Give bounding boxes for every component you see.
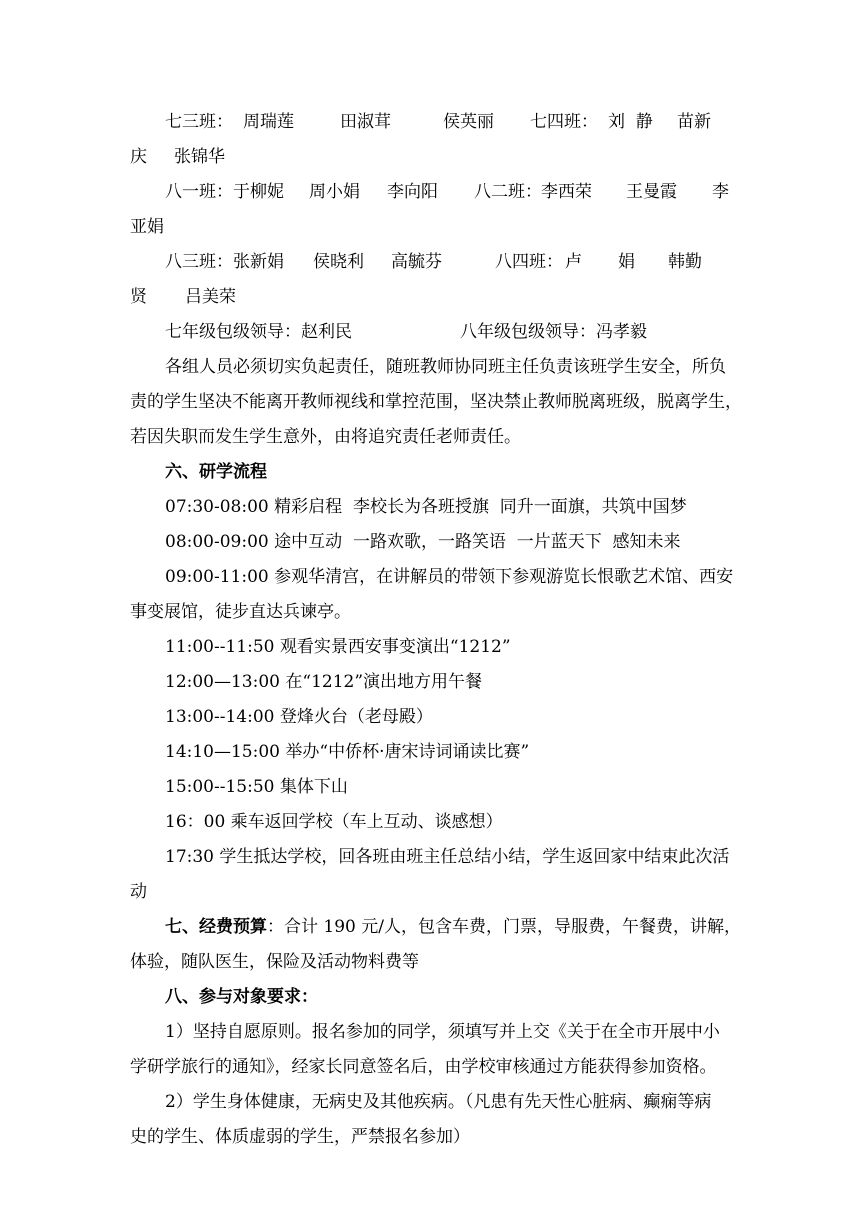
schedule-text: 09:00-11:00 参观华清宫，在讲解员的带领下参观游览长恨歌艺术馆、西安 [165,567,734,587]
responsibility-text: 各组人员必须切实负起责任，随班教师协同班主任负责该班学生安全，所负 [165,357,726,377]
grade-leaders-line [0,320,860,344]
schedule-text: 14:10—15:00 举办“中侨杯·唐宋诗词诵读比赛” [165,742,530,762]
student-name: 李 [712,182,729,202]
student-name: 王曼霞 [626,182,677,202]
budget-line [0,915,860,939]
schedule-item [0,600,860,624]
student-name: 张锦华 [174,147,225,167]
requirement-line [0,1125,860,1149]
requirement-line [0,1020,860,1044]
budget-heading-group [165,915,741,939]
section-heading [0,985,860,1009]
paragraph-line [0,355,860,379]
class-label: 八一班： [165,182,233,202]
student-name: 苗新 [677,112,711,132]
grade7-leader: 七年级包级领导：赵利民 [165,322,352,342]
student-name: 刘 静 [608,112,653,132]
paragraph-line [0,390,860,414]
student-name: 吕美荣 [185,287,236,307]
section6-heading: 六、研学流程 [165,462,267,482]
requirement-text: 学研学旅行的通知》，经家长同意签名后，由学校审核通过方能获得参加资格。 [130,1057,717,1077]
student-name: 张新娟 [233,252,284,272]
class-label: 七三班： [165,112,233,132]
student-name: 周小娟 [309,182,360,202]
budget-text: 体验，随队医生，保险及活动物料费等 [130,952,419,972]
schedule-text: 17:30 学生抵达学校，回各班由班主任总结小结，学生返回家中结束此次活 [165,847,730,867]
student-name: 李向阳 [387,182,438,202]
class-roster-line [0,215,860,239]
class-label: 七四班： [530,112,598,132]
student-name: 侯英丽 [443,112,494,132]
schedule-item [0,740,860,764]
student-name: 侯晓利 [313,252,364,272]
student-name: 贤 [130,287,147,307]
schedule-text: 事变展馆，徒步直达兵谏亭。 [130,602,351,622]
grade8-leader: 八年级包级领导：冯孝毅 [460,322,647,342]
schedule-text: 08:00-09:00 途中互动 一路欢歌，一路笑语 一片蓝天下 感知未来 [165,532,681,552]
schedule-item [0,565,860,589]
responsibility-text: 责的学生坚决不能离开教师视线和掌控范围，坚决禁止教师脱离班级，脱离学生， [130,392,742,412]
student-name: 卢 [565,252,582,272]
requirement-text: 史的学生、体质虚弱的学生，严禁报名参加） [130,1127,470,1147]
schedule-item [0,880,860,904]
schedule-text: 16：00 乘车返回学校（车上互动、谈感想） [165,812,503,832]
schedule-item [0,495,860,519]
student-name: 庆 [130,147,147,167]
student-name: 亚娟 [130,217,164,237]
requirement-line [0,1055,860,1079]
schedule-item [0,810,860,834]
paragraph-line [0,425,860,449]
schedule-text: 11:00--11:50 观看实景西安事变演出“1212” [165,637,511,657]
student-name: 周瑞莲 [243,112,294,132]
class-roster-line [0,285,860,309]
student-name: 韩勤 [668,252,702,272]
schedule-text: 15:00--15:50 集体下山 [165,777,348,797]
student-name: 李西荣 [541,182,592,202]
class-label: 八四班： [495,252,563,272]
budget-text: ：合计 190 元/人，包含车费，门票，导服费，午餐费，讲解， [267,917,741,937]
responsibility-text: 若因失职而发生学生意外，由将追究责任老师责任。 [130,427,521,447]
class-label: 八三班： [165,252,233,272]
class-roster-line [0,145,860,169]
student-name: 娟 [618,252,635,272]
requirement-text: 2）学生身体健康，无病史及其他疾病。（凡患有先天性心脏病、癫痫等病 [165,1092,712,1112]
requirement-text: 1）坚持自愿原则。报名参加的同学，须填写并上交《关于在全市开展中小 [165,1022,720,1042]
schedule-text: 12:00—13:00 在“1212”演出地方用午餐 [165,672,483,692]
schedule-text: 07:30-08:00 精彩启程 李校长为各班授旗 同升一面旗，共筑中国梦 [165,497,687,517]
student-name: 田淑茸 [340,112,391,132]
schedule-item [0,845,860,869]
requirement-line [0,1090,860,1114]
schedule-text: 13:00--14:00 登烽火台（老母殿） [165,707,433,727]
schedule-item [0,670,860,694]
student-name: 于柳妮 [233,182,284,202]
class-roster-line [0,110,860,134]
class-roster-line [0,180,860,204]
student-name: 高毓芬 [391,252,442,272]
schedule-text: 动 [130,882,147,902]
section-heading [0,460,860,484]
class-label: 八二班： [474,182,542,202]
class-roster-line [0,250,860,274]
schedule-item [0,530,860,554]
section7-heading: 七、经费预算 [165,917,267,937]
schedule-item [0,705,860,729]
schedule-item [0,775,860,799]
section8-heading: 八、参与对象要求： [165,987,318,1007]
schedule-item [0,635,860,659]
budget-line [0,950,860,974]
